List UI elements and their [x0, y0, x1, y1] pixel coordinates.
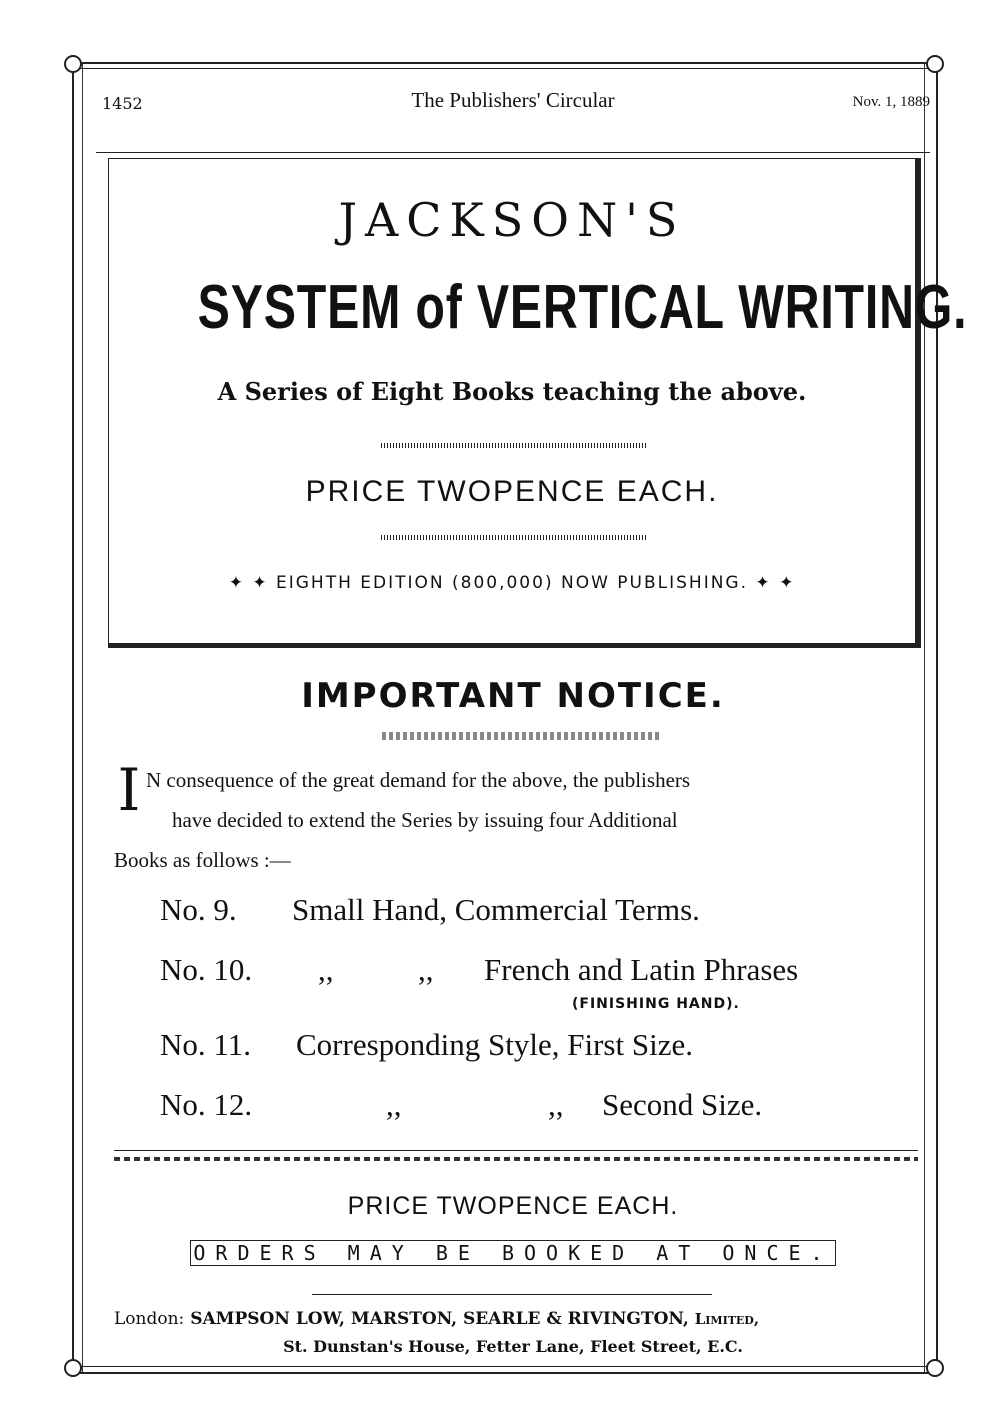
footer-price: PRICE TWOPENCE EACH.	[347, 1192, 679, 1220]
book-title: Corresponding Style, First Size.	[296, 1027, 693, 1062]
orders-line	[96, 1240, 930, 1266]
notice-title: IMPORTANT NOTICE.	[301, 676, 725, 716]
imprint-limited: Limited,	[694, 1310, 760, 1328]
publisher-address: St. Dunstan's House, Fetter Lane, Fleet Street, E.C.	[283, 1337, 743, 1356]
hatched-divider	[381, 443, 647, 448]
orders-text: ORDERS MAY BE BOOKED AT ONCE.	[190, 1240, 835, 1266]
book-note: (FINISHING HAND).	[572, 996, 740, 1012]
drop-cap: I	[117, 756, 141, 824]
ad-headline: SYSTEM of VERTICAL WRITING.	[197, 273, 968, 342]
journal-title: The Publishers' Circular	[411, 88, 615, 112]
bottom-rule-inner	[72, 1366, 936, 1367]
ad-price: PRICE TWOPENCE EACH.	[305, 475, 719, 508]
notice-line-1: N consequence of the great demand for the above, the publishers	[146, 768, 691, 792]
footer-rule	[312, 1294, 712, 1295]
imprint-publisher: SAMPSON LOW, MARSTON, SEARLE & RIVINGTON,	[190, 1309, 689, 1329]
ad-edition-line: ✦ ✦ EIGHTH EDITION (800,000) NOW PUBLISHING. ✦ ✦	[228, 573, 796, 593]
top-rule-inner	[72, 68, 936, 69]
ditto-mark: ,,	[418, 952, 434, 987]
book-title: Small Hand, Commercial Terms.	[292, 892, 700, 927]
notice-line-2: have decided to extend the Series by issuing four Additional	[172, 808, 678, 832]
book-number: No. 9.	[160, 892, 237, 927]
book-title: Second Size.	[602, 1087, 763, 1122]
book-number: No. 11.	[160, 1027, 251, 1062]
book-number: No. 10.	[160, 952, 253, 987]
bottom-rule	[72, 1372, 936, 1374]
advertisement-box	[108, 158, 968, 648]
publisher-imprint	[114, 1309, 920, 1329]
header-rule	[96, 152, 930, 153]
dotted-divider	[114, 1157, 918, 1161]
corner-ornament-icon	[926, 55, 944, 73]
corner-ornament-icon	[64, 1359, 82, 1377]
issue-date: Nov. 1, 1889	[852, 94, 930, 110]
top-rule	[72, 62, 936, 64]
page-number: 1452	[102, 94, 143, 113]
section-rule	[114, 1150, 918, 1151]
notice-line-3: Books as follows :—	[114, 848, 291, 872]
frame-inner-left-rule	[82, 62, 83, 1374]
frame-inner-right-rule	[924, 62, 925, 1374]
book-title: French and Latin Phrases	[484, 952, 799, 987]
corner-ornament-icon	[926, 1359, 944, 1377]
hatched-divider	[381, 535, 647, 540]
running-header	[96, 88, 930, 118]
ditto-mark: ,,	[386, 1087, 402, 1122]
wavy-divider	[382, 732, 662, 740]
ditto-mark: ,,	[318, 952, 334, 987]
book-number: No. 12.	[160, 1087, 253, 1122]
corner-ornament-icon	[64, 55, 82, 73]
ad-brand: JACKSON'S	[338, 193, 686, 247]
imprint-lead: London:	[114, 1309, 185, 1329]
ad-subtitle: A Series of Eight Books teaching the above.	[217, 377, 807, 406]
ditto-mark: ,,	[548, 1087, 564, 1122]
